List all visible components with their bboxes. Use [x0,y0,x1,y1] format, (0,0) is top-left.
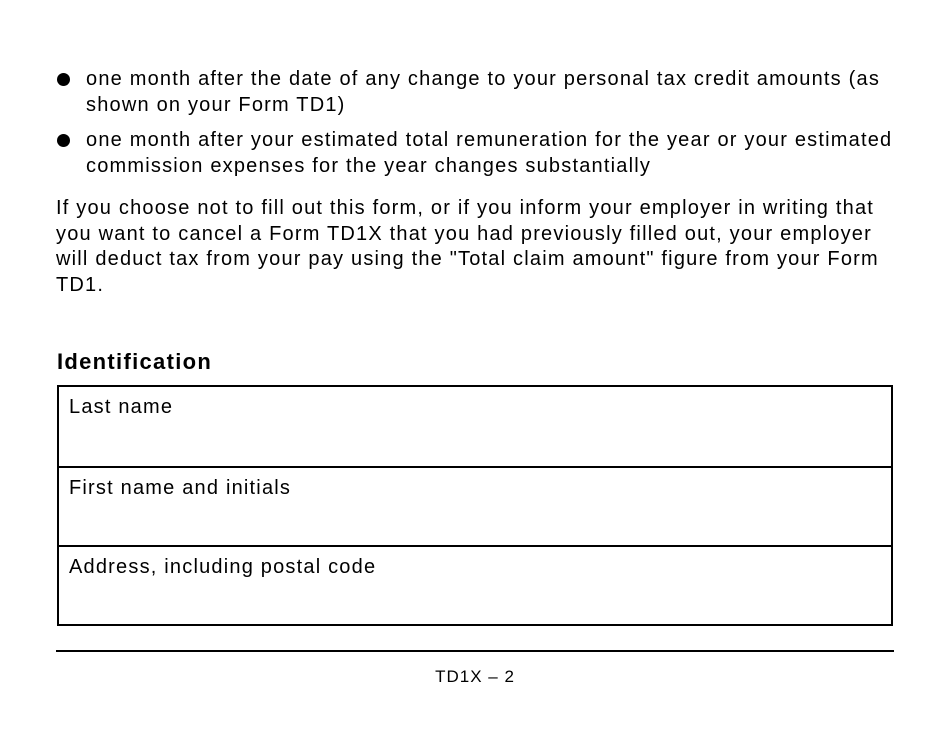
section-title-identification: Identification [57,349,213,374]
list-item [56,127,906,179]
page-number: TD1X – 2 [435,667,515,686]
instruction-paragraph: If you choose not to fill out this form, or if you inform your employer in writing that you want to cancel a Form TD1X that you had previously filled out, your employer will deduct tax from your pay using the "Total claim amount" figure from your Form TD1. [56,197,879,296]
bullet-text: one month after your estimated total remuneration for the year or your estimated commission expenses for the year changes substantially [86,129,893,177]
bullet-icon [57,73,70,86]
address-field[interactable] [59,545,891,624]
list-item [56,66,906,118]
footer-divider [56,650,894,652]
identification-table [57,385,893,626]
field-label: Last name [69,396,174,418]
bullet-text: one month after the date of any change to your personal tax credit amounts (as shown on your Form TD1) [86,68,881,116]
first-name-field[interactable] [59,466,891,545]
field-label: Address, including postal code [69,556,377,578]
field-label: First name and initials [69,477,292,499]
last-name-field[interactable] [59,387,891,466]
bullet-icon [57,134,70,147]
bullet-list [56,66,906,188]
